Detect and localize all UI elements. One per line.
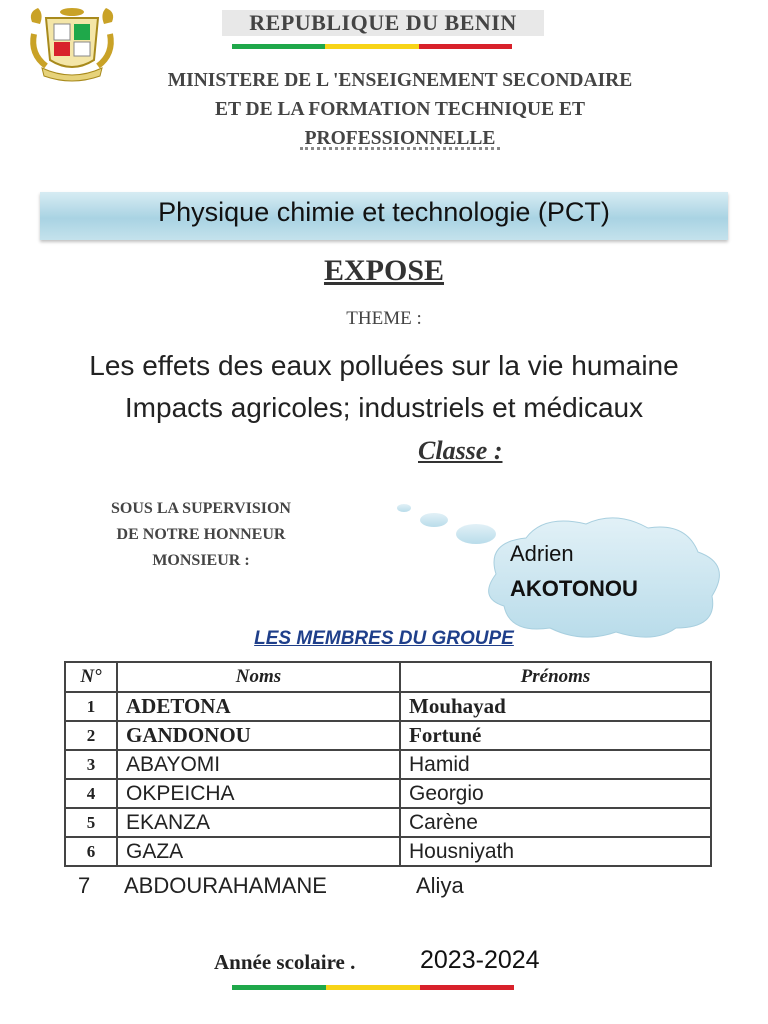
- group-members-title: LES MEMBRES DU GROUPE: [254, 628, 514, 649]
- teacher-first-name: Adrien: [510, 541, 574, 566]
- row-nom: GANDONOU: [117, 721, 400, 750]
- row-nom: ABDOURAHAMANE: [124, 873, 327, 898]
- flag-red-stripe: [419, 44, 512, 49]
- row-number: 3: [65, 750, 117, 779]
- ministry-line-2: ET DE LA FORMATION TECHNIQUE ET: [214, 99, 586, 120]
- members-table: [64, 661, 712, 867]
- flag-stripe-bottom: [232, 985, 514, 990]
- classe-label: Classe :: [418, 436, 503, 465]
- school-year-label: Année scolaire .: [214, 950, 356, 974]
- theme-line-1: Les effets des eaux polluées sur la vie humaine: [89, 350, 679, 381]
- row-prenom: Hamid: [400, 750, 711, 779]
- supervision-label: [66, 496, 336, 574]
- row-prenom: Housniyath: [400, 837, 711, 866]
- table-row: [65, 750, 711, 779]
- supervision-line-2: DE NOTRE HONNEUR: [116, 526, 286, 543]
- row-prenom: Mouhayad: [400, 692, 711, 721]
- flag-green-stripe: [232, 44, 325, 49]
- country-title: REPUBLIQUE DU BENIN: [222, 10, 544, 36]
- flag-stripe-top: [232, 44, 512, 49]
- header-prenoms: Prénoms: [400, 662, 711, 692]
- table-row: [65, 721, 711, 750]
- row-number: 4: [65, 779, 117, 808]
- row-nom: GAZA: [117, 837, 400, 866]
- thought-cloud-icon: [386, 494, 732, 642]
- table-row: [65, 837, 711, 866]
- flag-red-stripe: [420, 985, 514, 990]
- flag-green-stripe: [232, 985, 326, 990]
- header-noms: Noms: [117, 662, 400, 692]
- row-number: 7: [78, 873, 91, 898]
- flag-yellow-stripe: [325, 44, 418, 49]
- row-number: 1: [65, 692, 117, 721]
- ministry-name: [100, 66, 700, 153]
- supervision-line-3: MONSIEUR :: [152, 552, 250, 569]
- teacher-last-name: AKOTONOU: [510, 576, 638, 601]
- row-nom: EKANZA: [117, 808, 400, 837]
- flag-yellow-stripe: [326, 985, 420, 990]
- ministry-line-1: MINISTERE DE L 'ENSEIGNEMENT SECONDAIRE: [167, 70, 633, 91]
- row-nom: OKPEICHA: [117, 779, 400, 808]
- dotted-separator: [300, 147, 500, 150]
- table-row: [65, 779, 711, 808]
- supervision-line-1: SOUS LA SUPERVISION: [111, 500, 291, 517]
- subject-title: Physique chimie et technologie (PCT): [158, 197, 610, 227]
- row-nom: ABAYOMI: [117, 750, 400, 779]
- theme-label: THEME :: [346, 308, 422, 329]
- row-nom: ADETONA: [117, 692, 400, 721]
- theme-line-2: Impacts agricoles; industriels et médicaux: [124, 392, 644, 423]
- header-number: N°: [65, 662, 117, 692]
- expose-heading: EXPOSE: [323, 254, 445, 287]
- row-prenom: Aliya: [416, 873, 464, 898]
- row-number: 6: [65, 837, 117, 866]
- school-year-value: 2023-2024: [420, 946, 540, 974]
- row-prenom: Fortuné: [400, 721, 711, 750]
- table-header-row: [65, 662, 711, 692]
- row-prenom: Georgio: [400, 779, 711, 808]
- row-number: 2: [65, 721, 117, 750]
- table-row: [65, 808, 711, 837]
- ministry-line-3: PROFESSIONNELLE: [304, 128, 496, 149]
- row-prenom: Carène: [400, 808, 711, 837]
- row-number: 5: [65, 808, 117, 837]
- table-row: [65, 692, 711, 721]
